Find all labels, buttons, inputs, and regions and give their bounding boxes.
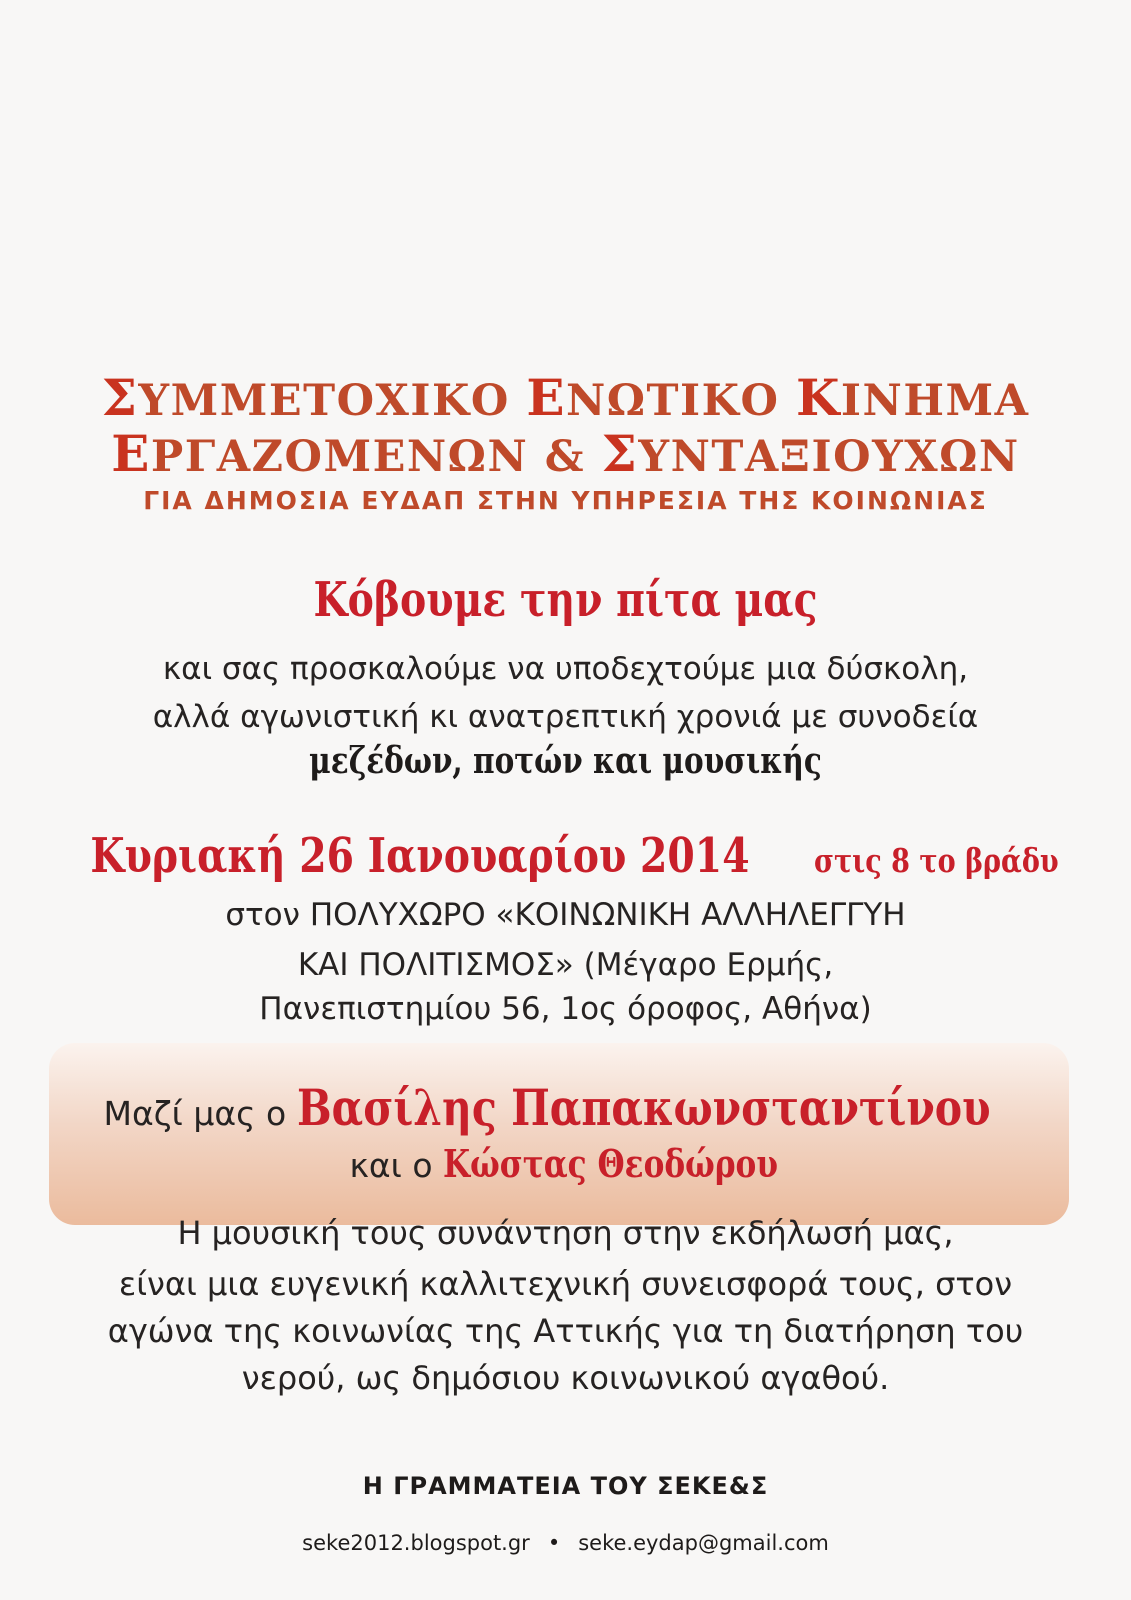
venue-line-2: ΚΑΙ ΠΟΛΙΤΙΣΜΟΣ» (Μέγαρο Ερμής, [297,947,834,983]
closing-line-1: Η μουσική τους συνάντηση στην εκδήλωσή μας, [177,1214,954,1252]
invitation-line-1: και σας προσκαλούμε να υποδεχτούμε μια δύσκολη, [162,651,969,687]
organization-name-line-1 [0,368,1131,427]
contact-separator: • [547,1531,561,1555]
invitation-title: Κόβουμε την πίτα μας [313,572,818,628]
closing-line-4: νερού, ως δημόσιου κοινωνικού αγαθού. [241,1359,890,1397]
guests-line-2 [0,1141,1131,1186]
guests-line-1 [0,1078,1131,1137]
initial-letter: Κ [795,368,841,427]
organization-name-line-2 [0,424,1131,483]
invitation-line-2: αλλά αγωνιστική κι ανατρεπτική χρονιά με συνοδεία [152,699,979,735]
closing-line-2: είναι μια ευγενική καλλιτεχνική συνεισφορά τους, στον [118,1265,1013,1303]
closing-line-3: αγώνα της κοινωνίας της Αττικής για τη διατήρηση του [107,1312,1024,1350]
main-artist: Βασίλης Παπακωνσταντίνου [296,1078,991,1137]
venue-line-3: Πανεπιστημίου 56, 1ος όροφος, Αθήνα) [259,991,872,1027]
contacts [0,1531,1131,1555]
email-link[interactable]: seke.eydap@gmail.com [578,1531,829,1555]
org-word: ΥΜΜΕΤΟΧΙΚΟ [138,376,527,426]
initial-letter: Σ [601,424,639,483]
org-word: ΥΝΤΑΞΙΟΥΧΩΝ [638,432,1020,482]
initial-letter: Σ [101,368,139,427]
guests-intro: Μαζί μας ο [103,1094,297,1133]
org-word: ΝΩΤΙΚΟ [565,376,796,426]
event-time: στις 8 το βράδυ [814,841,1059,880]
event-date: Κυριακή 26 Ιανουαρίου 2014 [90,828,750,884]
organization-subtitle: ΓΙΑ ΔΗΜΟΣΙΑ ΕΥΔΑΠ ΣΤΗΝ ΥΠΗΡΕΣΙΑ ΤΗΣ ΚΟΙΝΩΝΙΑΣ [143,486,988,515]
second-artist: Κώστας Θεοδώρου [443,1141,778,1186]
initial-letter: Ε [111,424,151,483]
signature: Η ΓΡΑΜΜΑΤΕΙΑ ΤΟΥ ΣΕΚΕ&Σ [362,1472,769,1500]
event-date-time [0,828,1131,884]
initial-letter: Ε [526,368,566,427]
org-word: ΙΝΗΜΑ [840,376,1030,426]
guests-connector: και ο [349,1146,444,1185]
org-word: ΡΓΑΖΟΜΕΝΩΝ & [150,432,602,482]
invitation-line-3: μεζέδων, ποτών και μουσικής [309,740,822,782]
venue-line-1: στον ΠΟΛΥΧΩΡΟ «ΚΟΙΝΩΝΙΚΗ ΑΛΛΗΛΕΓΓΥΗ [225,897,906,933]
blog-link[interactable]: seke2012.blogspot.gr [302,1531,530,1555]
